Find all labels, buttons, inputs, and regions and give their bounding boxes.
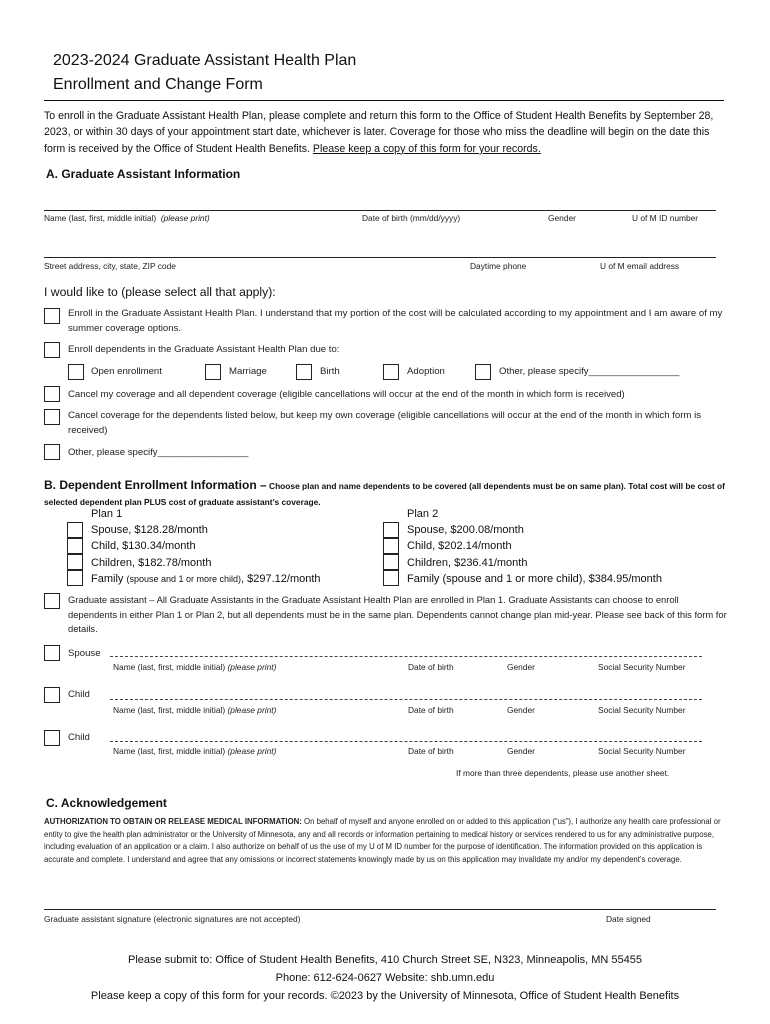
dependent-2-checkbox[interactable] <box>44 687 60 703</box>
dependent-1-line <box>110 656 702 657</box>
plan1-spouse-checkbox[interactable] <box>67 522 83 538</box>
reason-adoption-label: Adoption <box>407 366 445 377</box>
a-row1-line <box>44 210 716 211</box>
ga-note: Graduate assistant – All Graduate Assistants in the Graduate Assistant Health Plan are enrolled in Plan 1. Graduate Assistants can choose to enroll dependents in either Plan 1 or Plan 2, but all dependents must be in the same plan. Dependents cannot change plan mid-year. Please see back of this form for details. <box>68 594 727 635</box>
dob-label: Date of birth (mm/dd/yyyy) <box>362 213 461 223</box>
enroll-dependents-checkbox[interactable] <box>44 342 60 358</box>
dependent-2-input[interactable] <box>110 686 702 699</box>
plan1-family: Family (spouse and 1 or more child), $297.12/month <box>91 572 321 585</box>
select-heading: I would like to (please select all that apply): <box>44 285 276 299</box>
plan2-children-checkbox[interactable] <box>383 554 399 570</box>
plan1-child-checkbox[interactable] <box>67 538 83 554</box>
reason-birth-label: Birth <box>320 366 340 377</box>
title-rule <box>44 100 724 101</box>
signature-input[interactable] <box>44 893 716 908</box>
plan1-children-checkbox[interactable] <box>67 554 83 570</box>
enroll-self-text: Enroll in the Graduate Assistant Health Plan. I understand that my portion of the cost will be calculated according to my appointment and I am aware of my summer coverage options. <box>68 308 723 334</box>
intro-text: To enroll in the Graduate Assistant Health Plan, please complete and return this form to the Office of Student Health Benefits by September 28, 2023, or within 30 days of your appointment start date, whichever is later. Coverage for those who miss the deadline will begin on the date this form is received by the Office of Student Health Benefits. <box>44 110 714 155</box>
other-checkbox[interactable] <box>44 444 60 460</box>
reason-other-checkbox[interactable] <box>475 364 491 380</box>
form-title-line2: Enrollment and Change Form <box>53 76 263 93</box>
intro-keep-copy: Please keep a copy of this form for your records. <box>312 142 541 155</box>
other-text: Other, please specify_________________ <box>68 447 249 458</box>
dependent-2-name-label: Name (last, first, middle initial) (please print) <box>113 705 277 715</box>
a-row2-line <box>44 257 716 258</box>
reason-marriage-checkbox[interactable] <box>205 364 221 380</box>
reason-marriage-label: Marriage <box>229 366 267 377</box>
section-c-heading: C. Acknowledgement <box>46 796 167 810</box>
enroll-self-checkbox[interactable] <box>44 308 60 324</box>
intro-paragraph <box>44 108 724 157</box>
plan2-list <box>407 506 662 587</box>
dependent-1-checkbox[interactable] <box>44 645 60 661</box>
dependent-1-gender-label: Gender <box>507 662 535 672</box>
address-phone-email-input[interactable] <box>44 242 716 256</box>
plan1-child: Child, $130.34/month <box>91 540 196 553</box>
dependent-3-input[interactable] <box>110 728 702 741</box>
name-dob-gender-umid-input[interactable] <box>44 196 716 210</box>
dependent-1-name-label: Name (last, first, middle initial) (please print) <box>113 662 277 672</box>
dependent-1-ssn-label: Social Security Number <box>598 662 686 672</box>
ga-checkbox[interactable] <box>44 593 60 609</box>
section-b-heading: B. Dependent Enrollment Information – <box>44 478 267 492</box>
enroll-dependents-text: Enroll dependents in the Graduate Assistant Health Plan due to: <box>68 344 340 355</box>
cancel-dependents-text: Cancel coverage for the dependents listed below, but keep my own coverage (eligible cancellations will occur at the end of the month in which form is received) <box>68 410 702 436</box>
dependent-3-name-label: Name (last, first, middle initial) (please print) <box>113 746 277 756</box>
plan2-children: Children, $236.41/month <box>407 556 528 569</box>
footer-contact: Phone: 612-624-0627 Website: shb.umn.edu <box>275 972 495 984</box>
signature-line <box>44 909 716 910</box>
signature-label: Graduate assistant signature (electronic signatures are not accepted) <box>44 914 301 924</box>
dependent-1-input[interactable] <box>110 643 702 656</box>
dependent-2-type: Child <box>68 689 90 700</box>
cancel-all-checkbox[interactable] <box>44 386 60 402</box>
plan2-spouse-checkbox[interactable] <box>383 522 399 538</box>
dependent-2-gender-label: Gender <box>507 705 535 715</box>
form-title-line1: 2023-2024 Graduate Assistant Health Plan <box>53 52 357 69</box>
dependent-3-type: Child <box>68 732 90 743</box>
footer-submit: Please submit to: Office of Student Health Benefits, 410 Church Street SE, N323, Minneapolis, MN 55455 <box>127 954 643 966</box>
cancel-all-text: Cancel my coverage and all dependent coverage (eligible cancellations will occur at the end of the month in which form is received) <box>68 389 625 400</box>
plan2-title: Plan 2 <box>407 508 439 520</box>
name-label: Name (last, first, middle initial) (please print) <box>44 213 210 223</box>
date-signed-label: Date signed <box>606 914 651 924</box>
dependent-1-type: Spouse <box>68 648 101 659</box>
dependent-3-dob-label: Date of birth <box>408 746 454 756</box>
email-label: U of M email address <box>600 261 680 271</box>
reason-adoption-checkbox[interactable] <box>383 364 399 380</box>
dependent-2-dob-label: Date of birth <box>408 705 454 715</box>
section-a-heading: A. Graduate Assistant Information <box>46 167 241 181</box>
plan1-children: Children, $182.78/month <box>91 556 212 569</box>
plan2-spouse: Spouse, $200.08/month <box>407 524 524 537</box>
plan2-family: Family (spouse and 1 or more child), $384.95/month <box>407 572 662 585</box>
plan2-child-checkbox[interactable] <box>383 538 399 554</box>
reason-birth-checkbox[interactable] <box>296 364 312 380</box>
more-dependents-note: If more than three dependents, please use another sheet. <box>456 768 670 778</box>
dependent-2-line <box>110 699 702 700</box>
gender-label: Gender <box>548 213 576 223</box>
section-b-subheading: Choose plan and name dependents to be covered (all dependents must be on same plan). Total cost will be cost of selected dependent plan PLUS cost of graduate assistant’s coverage. <box>44 481 725 507</box>
reason-open-checkbox[interactable] <box>68 364 84 380</box>
dependent-3-ssn-label: Social Security Number <box>598 746 686 756</box>
reason-open-label: Open enrollment <box>91 366 162 377</box>
address-label: Street address, city, state, ZIP code <box>44 261 176 271</box>
acknowledgement-text: AUTHORIZATION TO OBTAIN OR RELEASE MEDICAL INFORMATION: On behalf of myself and anyone enrolled on or added to this application (“us”), I authorize any health care professional or entity to give the health plan administrator or the University of Minnesota, any and all records or information pertaining to medical history or services rendered to us for any administrative purpose, including evaluation of an application or a claim. I also authorize on behalf of us the use of my U of M ID number for the purpose of identification. The information provided on this application is accurate and complete. I understand and agree that any omissions or incorrect statements knowingly made by us on this application may invalidate my and/or my dependent’s coverage. <box>44 817 721 864</box>
dependent-3-gender-label: Gender <box>507 746 535 756</box>
reason-other-label: Other, please specify_________________ <box>499 366 680 377</box>
plan2-family-checkbox[interactable] <box>383 570 399 586</box>
dependent-3-line <box>110 741 702 742</box>
dependent-1-dob-label: Date of birth <box>408 662 454 672</box>
cancel-dependents-checkbox[interactable] <box>44 409 60 425</box>
plan1-list <box>91 506 321 587</box>
footer-copyright: Please keep a copy of this form for your records. ©2023 by the University of Minnesota, Office of Student Health Benefits <box>90 990 680 1002</box>
umid-label: U of M ID number <box>632 213 699 223</box>
plan1-family-checkbox[interactable] <box>67 570 83 586</box>
plan1-title: Plan 1 <box>91 508 123 520</box>
plan2-child: Child, $202.14/month <box>407 540 512 553</box>
phone-label: Daytime phone <box>470 261 527 271</box>
dependent-2-ssn-label: Social Security Number <box>598 705 686 715</box>
dependent-3-checkbox[interactable] <box>44 730 60 746</box>
plan1-spouse: Spouse, $128.28/month <box>91 524 208 537</box>
